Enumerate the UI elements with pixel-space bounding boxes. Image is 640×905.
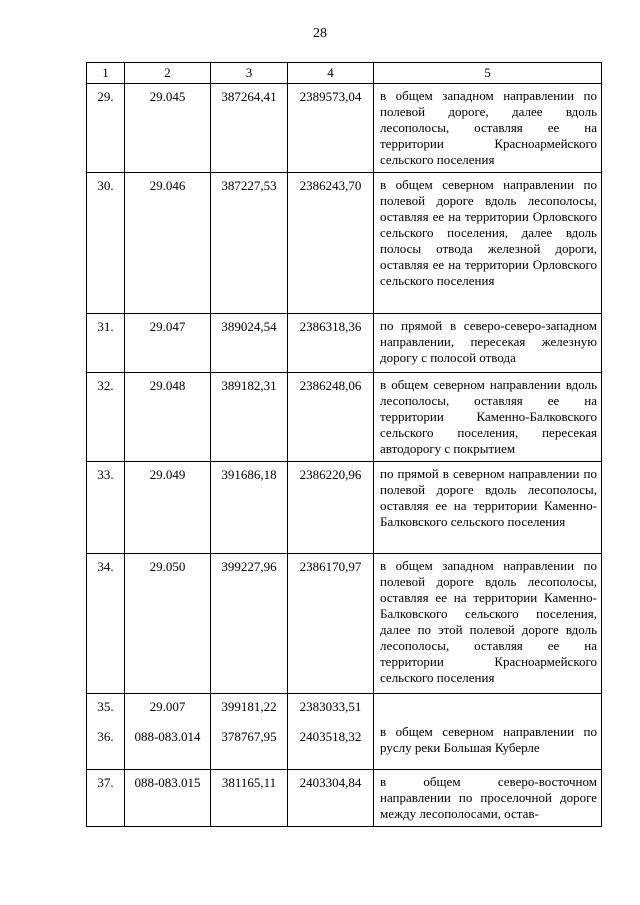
coord-x: 399227,96: [211, 554, 288, 694]
coord-y: 2403518,32: [299, 729, 362, 744]
header-cell-5: 5: [374, 63, 602, 84]
coord-y: 2386170,97: [288, 554, 374, 694]
row-number: 34.: [87, 554, 125, 694]
row-number: 35.: [97, 699, 114, 714]
coord-y: 2386220,96: [288, 462, 374, 554]
boundary-points-table: [86, 62, 602, 827]
coord-x: 381165,11: [211, 770, 288, 827]
coord-y: 2386318,36: [288, 314, 374, 373]
table-row: [87, 314, 602, 373]
table-row-pair: [87, 694, 602, 770]
point-code: 088-083.014: [134, 729, 201, 744]
coord-x: 391686,18: [211, 462, 288, 554]
coord-x: 399181,22: [221, 699, 277, 714]
header-cell-3: 3: [211, 63, 288, 84]
boundary-description: в общем северо-восточном направлении по проселочной дороге между лесополосами, остав-: [374, 770, 602, 827]
header-cell-2: 2: [125, 63, 211, 84]
row-number: 33.: [87, 462, 125, 554]
point-code: 29.007: [149, 699, 186, 714]
table-row: [87, 373, 602, 462]
table-row: [87, 770, 602, 827]
coord-x: 389024,54: [211, 314, 288, 373]
point-code: 29.048: [125, 373, 211, 462]
boundary-description: в общем западном направлении по полевой дороге, далее вдоль лесополосы, оставляя ее на территории Красноармейского сельского поселения: [374, 84, 602, 173]
header-cell-1: 1: [87, 63, 125, 84]
row-number: 31.: [87, 314, 125, 373]
table-row: [87, 173, 602, 314]
boundary-description: в общем северном направлении по полевой дороге вдоль лесополосы, оставляя ее на территории Орловского сельского поселения, далее вдоль полосы отвода железной дороги, оставляя ее на территории Орловского сельского поселения: [374, 173, 602, 314]
point-code-pair: [125, 694, 211, 770]
coord-x: 389182,31: [211, 373, 288, 462]
boundary-description: в общем северном направлении вдоль лесополосы, оставляя ее на территории Каменно-Балковского сельского поселения, пересекая автодорогу с покрытием: [374, 373, 602, 462]
coord-y: 2383033,51: [299, 699, 362, 714]
boundary-description: в общем западном направлении по полевой дороге вдоль лесополосы, оставляя ее на территории Каменно-Балковского сельского поселения, далее по этой полевой дороге вдоль лесополосы, оставляя ее на территории Красноармейского сельского поселения: [374, 554, 602, 694]
point-code: 29.049: [125, 462, 211, 554]
row-number-pair: [87, 694, 125, 770]
coord-y: 2386243,70: [288, 173, 374, 314]
point-code: 29.050: [125, 554, 211, 694]
coord-x-pair: [211, 694, 288, 770]
row-number: 36.: [97, 729, 114, 744]
row-number: 32.: [87, 373, 125, 462]
coord-y: 2386248,06: [288, 373, 374, 462]
page-number: 28: [313, 26, 327, 41]
coord-y-pair: [288, 694, 374, 770]
point-code: 29.045: [125, 84, 211, 173]
point-code: 088-083.015: [125, 770, 211, 827]
row-number: 37.: [87, 770, 125, 827]
boundary-description: в общем северном направлении по руслу реки Большая Куберле: [374, 694, 602, 770]
coord-x: 387227,53: [211, 173, 288, 314]
table-row: [87, 462, 602, 554]
point-code: 29.046: [125, 173, 211, 314]
point-code: 29.047: [125, 314, 211, 373]
row-number: 30.: [87, 173, 125, 314]
header-cell-4: 4: [288, 63, 374, 84]
coord-y: 2403304,84: [288, 770, 374, 827]
table-row: [87, 84, 602, 173]
table-row: [87, 554, 602, 694]
coord-x: 378767,95: [221, 729, 277, 744]
coord-y: 2389573,04: [288, 84, 374, 173]
table-header-row: [87, 63, 602, 84]
coord-x: 387264,41: [211, 84, 288, 173]
boundary-description: по прямой в северо-северо-западном направлении, пересекая железную дорогу с полосой отвода: [374, 314, 602, 373]
boundary-description: по прямой в северном направлении по полевой дороге вдоль лесополосы, оставляя ее на территории Каменно-Балковского сельского поселения: [374, 462, 602, 554]
row-number: 29.: [87, 84, 125, 173]
